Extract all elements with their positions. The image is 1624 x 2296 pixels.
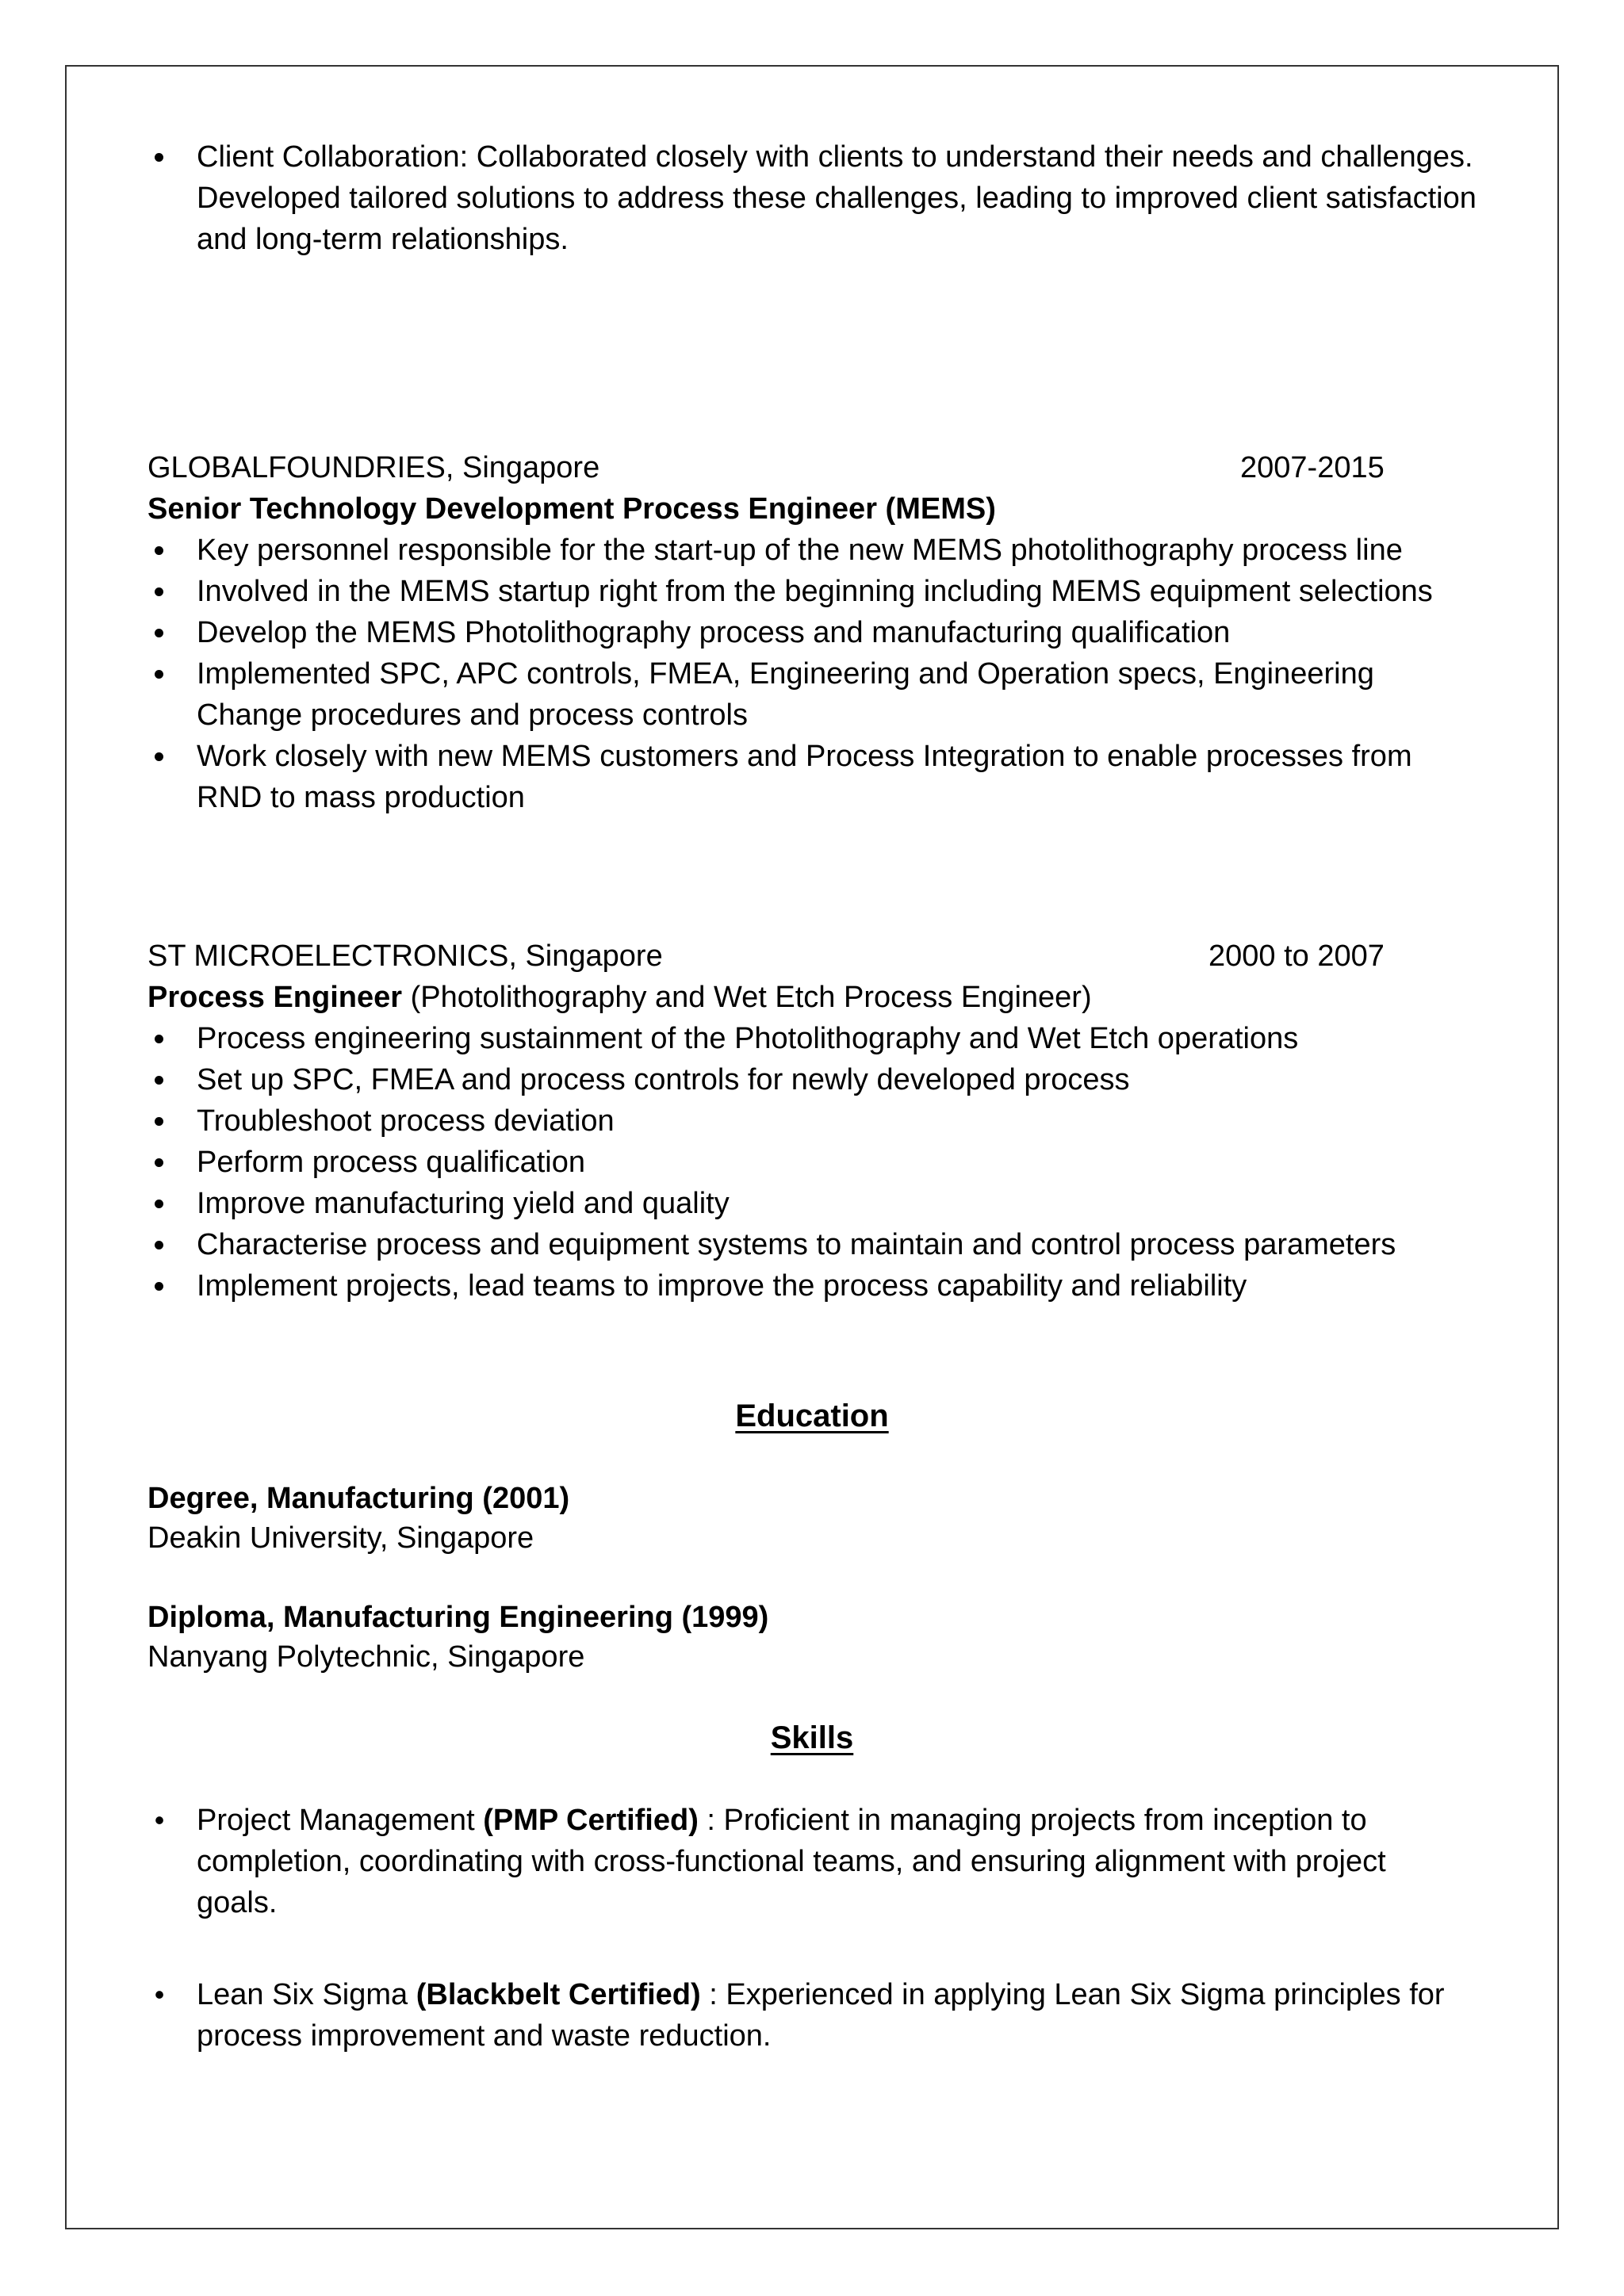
education-school: Nanyang Polytechnic, Singapore xyxy=(147,1640,585,1674)
skill-cert: (Blackbelt Certified) xyxy=(416,1978,701,2011)
skill-name: Project Management xyxy=(197,1804,484,1837)
list-item xyxy=(0,1142,1481,1183)
list-item xyxy=(0,1059,1481,1100)
list-item xyxy=(0,653,1418,736)
intro-bullet-list xyxy=(0,136,1624,260)
job-bullet-list xyxy=(0,530,1624,818)
company-name: ST MICROELECTRONICS, Singapore xyxy=(147,939,663,973)
list-item xyxy=(0,1018,1481,1059)
bullet-text: Implemented SPC, APC controls, FMEA, Engineering and Operation specs, Engineering Change procedures and process controls xyxy=(197,657,1374,732)
bullet-text: Characterise process and equipment systems to maintain and control process parameters xyxy=(197,1228,1396,1261)
bullet-text: Troubleshoot process deviation xyxy=(197,1104,615,1138)
education-degree: Diploma, Manufacturing Engineering (1999) xyxy=(147,1601,769,1634)
list-item xyxy=(0,1100,1481,1142)
bullet-text: Involved in the MEMS startup right from the beginning including MEMS equipment selections xyxy=(197,575,1433,608)
bullet-text: Set up SPC, FMEA and process controls for newly developed process xyxy=(197,1063,1130,1096)
bullet-text: Client Collaboration: Collaborated closely with clients to understand their needs and challenges. Developed tailored solutions to address these challenges, leading to improved client satisfaction and long-term relationships. xyxy=(197,140,1477,256)
job-title: Process Engineer xyxy=(147,981,403,1014)
list-item xyxy=(0,136,1481,260)
skill-desc: : Proficient in managing projects from inception to completion, coordinating with cross-functional teams, and ensuring alignment with project goals. xyxy=(197,1804,1386,1919)
skill-name: Lean Six Sigma xyxy=(197,1978,416,2011)
list-item xyxy=(0,1265,1481,1307)
bullet-icon: • xyxy=(154,1978,165,2011)
list-item xyxy=(0,1974,1450,2057)
list-item xyxy=(0,571,1481,612)
list-item xyxy=(0,1800,1450,1923)
bullet-text: Implement projects, lead teams to improve the process capability and reliability xyxy=(197,1269,1247,1303)
list-item xyxy=(0,1224,1481,1265)
bullet-text: Work closely with new MEMS customers and Process Integration to enable processes from RND to mass production xyxy=(197,740,1412,814)
skill-cert: (PMP Certified) xyxy=(483,1804,699,1837)
education-heading: Education xyxy=(735,1399,889,1433)
bullet-text: Key personnel responsible for the start-up of the new MEMS photolithography process line xyxy=(197,534,1403,567)
education-degree: Degree, Manufacturing (2001) xyxy=(147,1482,570,1515)
list-item xyxy=(0,530,1481,571)
job-dates: 2007-2015 xyxy=(1240,451,1385,484)
company-name: GLOBALFOUNDRIES, Singapore xyxy=(147,451,600,484)
job-title: Senior Technology Development Process Engineer (MEMS) xyxy=(147,492,996,526)
bullet-text: Develop the MEMS Photolithography process and manufacturing qualification xyxy=(197,616,1231,649)
bullet-icon: • xyxy=(154,1804,165,1836)
skills-list xyxy=(0,1974,1624,2057)
bullet-text: Perform process qualification xyxy=(197,1146,585,1179)
skills-heading: Skills xyxy=(770,1720,854,1755)
education-school: Deakin University, Singapore xyxy=(147,1521,534,1555)
job-bullet-list xyxy=(0,1018,1624,1307)
skill-desc: : Experienced in applying Lean Six Sigma principles for process improvement and waste reduction. xyxy=(197,1978,1445,2053)
bullet-text: Process engineering sustainment of the Photolithography and Wet Etch operations xyxy=(197,1022,1299,1055)
skills-list xyxy=(0,1800,1624,1923)
job-title-suffix: (Photolithography and Wet Etch Process Engineer) xyxy=(402,981,1092,1014)
list-item xyxy=(0,1183,1481,1224)
job-dates: 2000 to 2007 xyxy=(1208,939,1385,973)
list-item xyxy=(0,736,1434,818)
bullet-text: Improve manufacturing yield and quality xyxy=(197,1187,730,1220)
job-title-line xyxy=(147,977,1092,1018)
list-item xyxy=(0,612,1481,653)
